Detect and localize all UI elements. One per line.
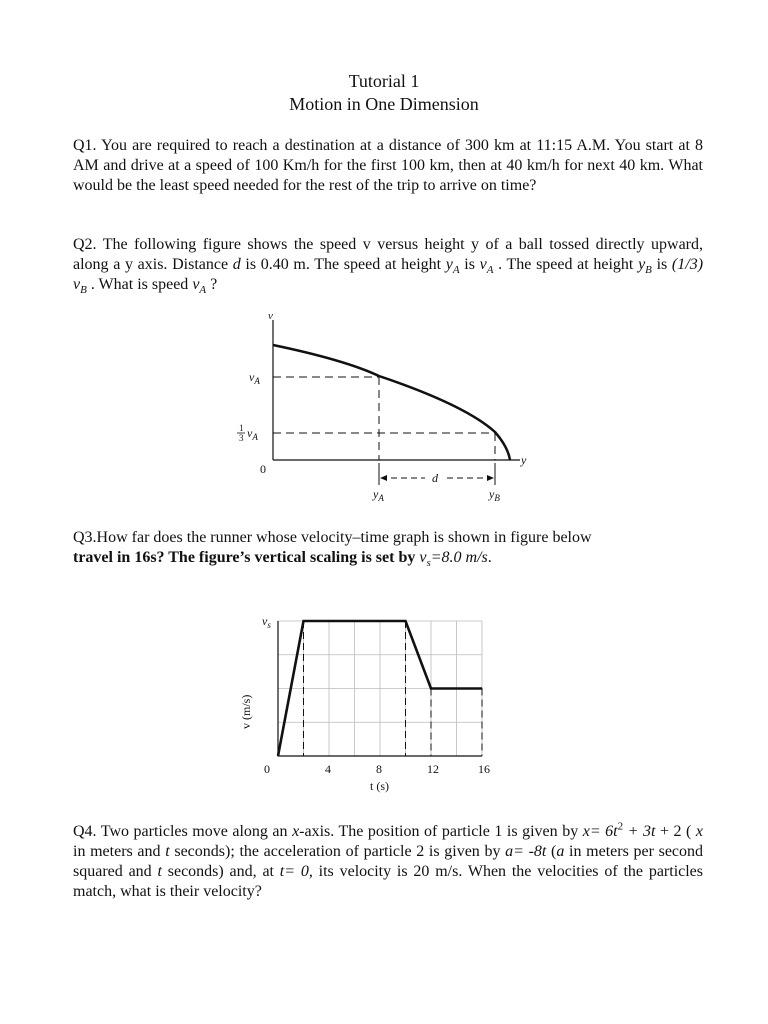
fig1-d-arrowhead-right [487,475,494,481]
y-axis-label: v (m/s) [239,694,253,729]
velocity-time-chart [230,608,510,798]
fig1-third-num: 1 [239,423,244,433]
fig1-d-arrowhead-left [380,475,387,481]
page-subtitle: Motion in One Dimension [289,94,479,114]
fig1-speed-curve [273,345,510,460]
y-top-label: $v_s$ [262,614,271,630]
x-tick-label: 16 [478,762,490,776]
data-point [405,621,406,622]
x-tick-label: 8 [376,762,382,776]
fig1-va-label: $v_A$ [249,370,260,386]
question-3 [73,528,703,568]
fig1-third-v: $v_A$ [247,426,258,442]
fig1-y-axis-label: v [268,310,273,322]
x-tick-label: 0 [264,762,270,776]
x-axis-label: t (s) [370,779,389,793]
fig1-d-label: d [432,471,438,485]
data-point [431,688,432,689]
fig1-x-axis-label: y [521,453,527,467]
page-title: Tutorial 1 [348,71,420,91]
data-point [278,756,279,757]
fig1-ya-label: $y_A$ [373,487,384,503]
question-3-line-1: Q3.How far does the runner whose velocity–time graph is shown in figure below [73,529,592,546]
x-tick-label: 4 [325,762,331,776]
data-point [482,688,483,689]
fig1-third-den: 3 [239,433,244,443]
fig1-yb-label: $y_B$ [489,487,500,503]
data-point [303,621,304,622]
question-4: Q4. Two particles move along an x-axis. The position of particle 1 is given by $x= 6t^2 + 3t + 2$ ( x in meters and t seconds); the acceleration of particle 2 is given by a= -8t (a in meters per second squared and t seconds) and, at t= 0, its velocity is 20 m/s. When the velocities of the particles match, what is their velocity? [73,820,704,900]
speed-height-figure [225,305,545,515]
question-2: Q2. The following figure shows the speed v versus height y of a ball tossed directly upward, along a y axis. Distance d is 0.40 m. The speed at height $y_A$ is $v_A$ . The speed at height $y_B$ is (1/3) $v_B$ . What is speed $v_A$ ? [73,236,704,297]
question-1: Q1. You are required to reach a destination at a distance of 300 km at 11:15 A.M. You start at 8 AM and drive at a speed of 100 Km/h for the first 100 km, then at 40 km/h for next 40 km. What would be the least speed needed for the rest of the trip to arrive on time? [73,137,703,194]
question-3-line-2: travel in 16s? The figure’s vertical scaling is set by $v_s=8.0$ m/s. [73,549,492,570]
fig1-origin-label: 0 [260,462,266,476]
x-tick-label: 12 [427,762,439,776]
